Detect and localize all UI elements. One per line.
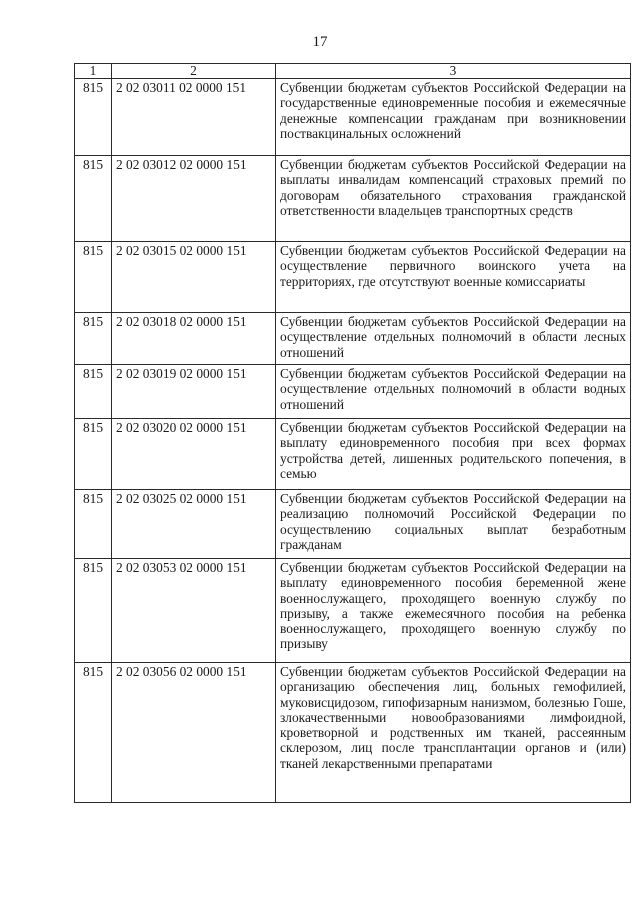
admin-code-cell: 815	[75, 365, 112, 419]
budget-code-cell: 2 02 03011 02 0000 151	[112, 79, 276, 156]
description-cell: Субвенции бюджетам субъектов Российской Федерации на выплату единовременного пособия беременной жене военнослужащего, проходящего военную службу по призыву, а также ежемесячного пособия на ребенка военнослужащего, проходящего военную службу по призыву	[276, 559, 631, 663]
admin-code-cell: 815	[75, 242, 112, 313]
description-cell: Субвенции бюджетам субъектов Российской Федерации на осуществление первичного воинского учета на территориях, где отсутствуют военные комиссариаты	[276, 242, 631, 313]
budget-code-cell: 2 02 03056 02 0000 151	[112, 663, 276, 803]
admin-code-cell: 815	[75, 419, 112, 490]
budget-code-cell: 2 02 03018 02 0000 151	[112, 313, 276, 365]
budget-code-cell: 2 02 03015 02 0000 151	[112, 242, 276, 313]
description-cell: Субвенции бюджетам субъектов Российской Федерации на выплаты инвалидам компенсаций страховых премий по договорам обязательного страхования гражданской ответственности владельцев транспортных средств	[276, 156, 631, 242]
header-col-2: 2	[112, 64, 276, 79]
table-row	[75, 490, 631, 559]
admin-code-cell: 815	[75, 559, 112, 663]
description-cell: Субвенции бюджетам субъектов Российской Федерации на реализацию полномочий Российской Федерации по осуществлению социальных выплат безработным гражданам	[276, 490, 631, 559]
description-cell: Субвенции бюджетам субъектов Российской Федерации на организацию обеспечения лиц, больных гемофилией, муковисцидозом, гипофизарным нанизмом, болезнью Гоше, злокачественными новообразованиями лимфоидной, кроветворной и родственных им тканей, рассеянным склерозом, лиц после трансплантации органов и (или) тканей лекарственными препаратами	[276, 663, 631, 803]
budget-code-cell: 2 02 03019 02 0000 151	[112, 365, 276, 419]
description-cell: Субвенции бюджетам субъектов Российской Федерации на государственные единовременные пособия и ежемесячные денежные компенсации гражданам при возникновении поствакцинальных осложнений	[276, 79, 631, 156]
admin-code-cell: 815	[75, 490, 112, 559]
page-number: 17	[312, 34, 328, 50]
header-col-3: 3	[276, 64, 631, 79]
table-row	[75, 156, 631, 242]
table-row	[75, 365, 631, 419]
budget-code-table	[74, 63, 631, 803]
budget-code-cell: 2 02 03025 02 0000 151	[112, 490, 276, 559]
table-header-row	[75, 64, 631, 79]
admin-code-cell: 815	[75, 79, 112, 156]
table-row	[75, 419, 631, 490]
admin-code-cell: 815	[75, 156, 112, 242]
description-cell: Субвенции бюджетам субъектов Российской Федерации на выплату единовременного пособия при всех формах устройства детей, лишенных родительского попечения, в семью	[276, 419, 631, 490]
table-row	[75, 559, 631, 663]
header-col-1: 1	[75, 64, 112, 79]
description-cell: Субвенции бюджетам субъектов Российской Федерации на осуществление отдельных полномочий в области водных отношений	[276, 365, 631, 419]
budget-code-cell: 2 02 03053 02 0000 151	[112, 559, 276, 663]
admin-code-cell: 815	[75, 663, 112, 803]
table-row	[75, 242, 631, 313]
description-cell: Субвенции бюджетам субъектов Российской Федерации на осуществление отдельных полномочий в области лесных отношений	[276, 313, 631, 365]
admin-code-cell: 815	[75, 313, 112, 365]
table-row	[75, 663, 631, 803]
table-row	[75, 313, 631, 365]
budget-code-cell: 2 02 03012 02 0000 151	[112, 156, 276, 242]
budget-code-cell: 2 02 03020 02 0000 151	[112, 419, 276, 490]
table-row	[75, 79, 631, 156]
